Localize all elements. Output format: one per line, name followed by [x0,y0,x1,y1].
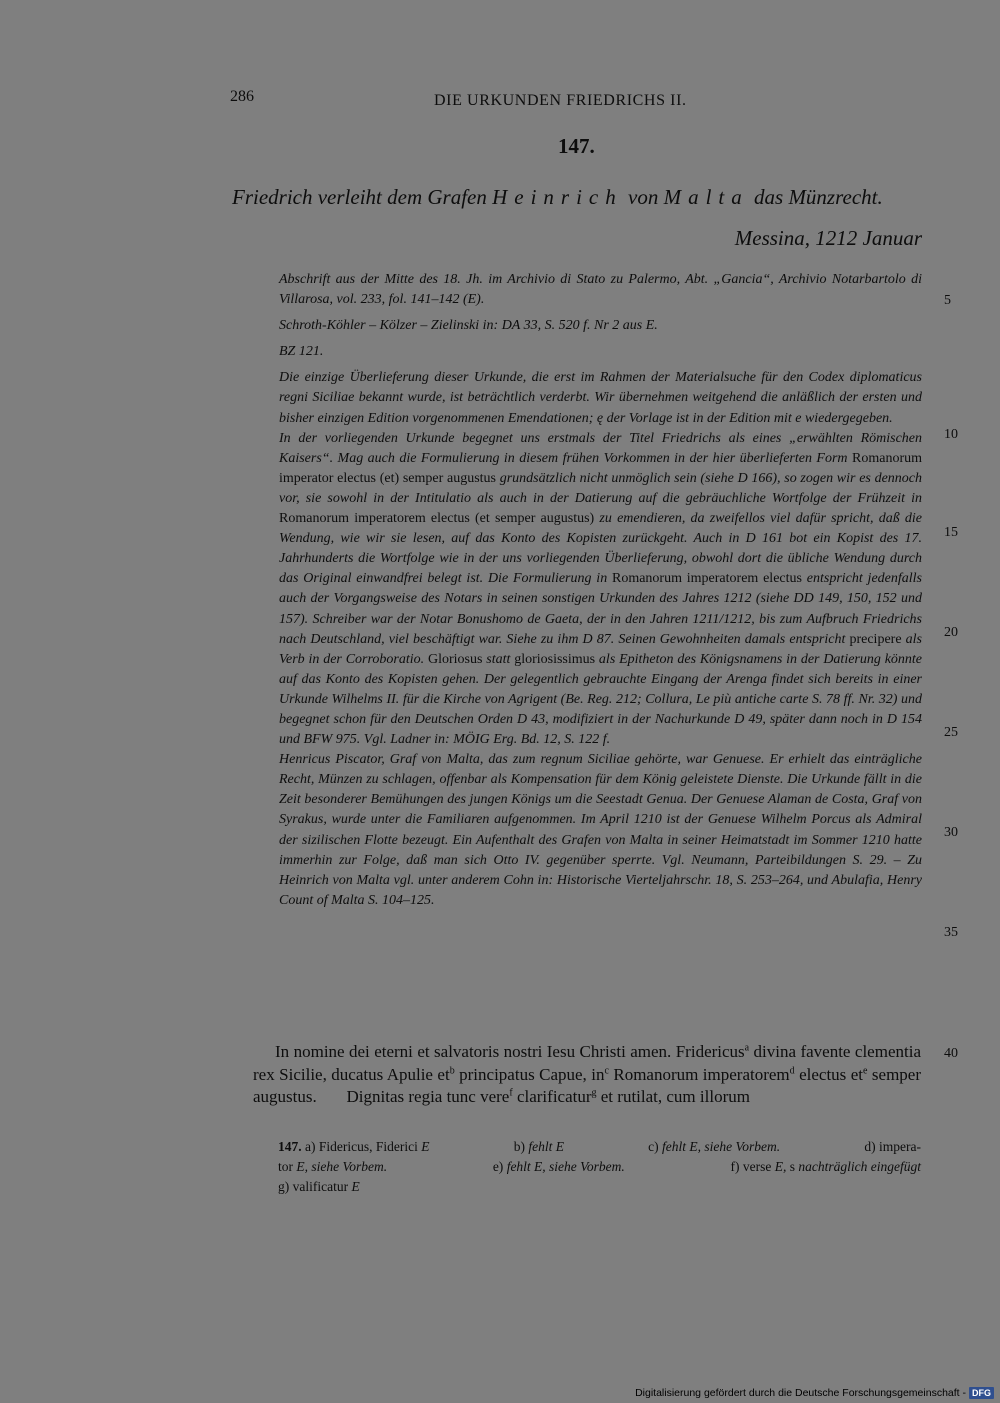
footnote-marker: e [863,1064,868,1076]
edition-note: Schroth-Köhler – Kölzer – Zielinski in: DA 33, S. 520 f. Nr 2 aus E. [279,318,658,334]
reference-note: BZ 121. [279,344,324,360]
title-name-heinrich: Heinrich [492,185,623,209]
apparatus-siglum: E, siehe Vorbem. [296,1159,388,1174]
commentary-text: als Verb in der Corroboratio. [279,631,922,667]
commentary-text: In der vorliegenden Urkunde begegnet uns erstmals der Titel Friedrichs als eines „erwählten Römischen Kaisers“. Mag auch die Formulierung in diesem frühen Vorkommen in der hier überlieferten Form [279,430,922,466]
latin-quote: Romanorum imperator electus (et) semper augustus [279,450,922,486]
apparatus-row [278,1157,921,1177]
footnote-marker: c [604,1064,609,1076]
funding-footer [635,1387,994,1399]
footnote-marker: b [449,1064,455,1076]
footnote-marker: g [591,1087,597,1099]
footnote-marker: d [789,1064,795,1076]
footnote-marker: a [744,1042,750,1054]
latin-quote: gloriosissimus [514,651,596,667]
commentary-text: zu emendieren, da zweifellos viel dafür spricht, daß die Wendung, wie wir sie lesen, auf das Konto des Kopisten zurückgeht. Auch in D 161 bot ein Kopist des 17. Jahrhunderts die Wortfolge wie in der uns vorliegenden Überlieferung, obwohl dort die übliche Wendung durch das Original einwandfrei belegt ist. Die Formulierung in [279,511,922,587]
line-number: 25 [944,725,958,740]
text-run: semper augustus. Dignitas regia tunc vere [253,1064,926,1106]
text-run: clarificatur [512,1087,592,1106]
commentary [279,270,922,911]
latin-quote: precipere [849,631,902,647]
latin-quote: Romanorum imperatorem electus (et semper augustus) [279,511,595,527]
dfg-logo[interactable]: DFG [969,1387,994,1399]
text-run: et rutilat, cum illorum [596,1087,750,1106]
apparatus-entry-d: d) impera- [864,1139,921,1154]
commentary-paragraph [279,429,922,751]
charter-text [253,1041,926,1109]
source-note: Abschrift aus der Mitte des 18. Jh. im Archivio di Stato zu Palermo, Abt. „Gancia“, Archivio Notarbartolo di Villarosa, vol. 233, fol. 141–142 (E). [279,272,922,308]
apparatus-siglum: E, [774,1159,787,1174]
line-number: 40 [944,1046,958,1061]
apparatus-entry-b [514,1137,564,1157]
document-title [232,185,883,210]
latin-quote: Gloriosus [427,651,483,667]
apparatus-entry-a [278,1137,429,1157]
line-number: 10 [944,427,958,442]
apparatus-siglum: nachträglich eingefügt [798,1159,921,1174]
apparatus-siglum: E [351,1179,360,1194]
apparatus-text: e) [492,1159,504,1174]
commentary-text: als Epitheton des Königsnamens in der Datierung könnte auf das Konto des Kopisten gehen. Der gelegentlich gebrauchte Eingang der Arenga findet sich bereits in einer Urkunde Wilhelms II. für die Kirche von Agrigent (Be. Reg. 212; Collura, Le più antiche carte S. 78 ff. Nr. 32) und begegnet schon für den Deutschen Orden D 43, modifiziert in der Nachurkunde D 49, später dann noch in D 154 und BFW 975. Vgl. Ladner in: MÖIG Erg. Bd. 12, S. 122 f. [279,651,923,748]
commentary-paragraph: Die einzige Überlieferung dieser Urkunde, die erst im Rahmen der Materialsuche für den Codex diplomaticus regni Siciliae bekannt wurde, ist beträchtlich verderbt. Wir übernehmen weitgehend die anläßlich der ersten und bisher einzigen Edition vorgenommenen Emendationen; ę der Vorlage ist in der Edition mit e wiedergegeben. [279,370,922,426]
title-text: Friedrich verleiht dem Grafen [232,185,493,209]
apparatus-text: s [789,1159,795,1174]
text-run: In nomine dei eterni et salvatoris nostri Iesu Christi amen. Fridericus [275,1042,745,1061]
apparatus-row [278,1177,921,1197]
commentary-text: entspricht jedenfalls auch der Vorgangsweise des Notars in seinen sonstigen Urkunden des Jahres 1212 (siehe DD 149, 150, 152 und 157). Schreiber war der Notar Bonushomo de Gaeta, der in den Jahren 1211/1212, bis zum Aufbruch Friedrichs nach Deutschland, viel beschäftigt war. Siehe zu ihm D 87. Seinen Gewohnheiten damals entspricht [279,571,922,647]
apparatus-text: b) [513,1139,525,1154]
line-number: 30 [944,825,958,840]
title-text: von [622,185,664,209]
text-run: electus et [794,1064,864,1084]
apparatus-text: a) Fidericus, Fiderici [305,1139,418,1154]
commentary-paragraph: Henricus Piscator, Graf von Malta, das zum regnum Siciliae gehörte, war Genuese. Er erhielt das einträgliche Recht, Münzen zu schlagen, offenbar als Kompensation für dem König geleistete Dienste. Die Urkunde fällt in die Zeit besonderer Bemühungen des jungen Königs um die Seestadt Genua. Der Genuese Alaman de Costa, Graf von Syrakus, wurde unter die Familiaren aufgenommen. Im April 1210 ist der Genuese Wilhelm Porcus als Admiral der sizilischen Flotte bezeugt. Ein Aufenthalt des Grafen von Malta in seiner Heimatstadt im Sommer 1210 hatte immerhin zur Folge, daß man sich Otto IV. gegenüber sperrte. Vgl. Neumann, Parteibildungen S. 29. – Zu Heinrich von Malta vgl. unter anderem Cohn in: Historische Vierteljahrschr. 18, S. 253–264, und Abulafia, Henry Count of Malta S. 104–125. [279,752,922,908]
charter-paragraph [253,1041,926,1109]
text-run: principatus Capue, in [454,1064,605,1084]
apparatus-siglum: fehlt E [528,1139,564,1154]
apparatus-text: tor [278,1159,293,1174]
apparatus-text: f) verse [730,1159,772,1174]
line-number: 15 [944,525,958,540]
running-head: DIE URKUNDEN FRIEDRICHS II. [434,92,687,109]
title-name-malta: Malta [663,185,749,209]
apparatus-number: 147. [278,1139,302,1154]
footnote-marker: f [509,1087,513,1099]
text-run: divina favente clementia rex Sicilie, ducatus Apulie et [253,1042,921,1084]
line-number: 5 [944,293,951,308]
apparatus-text: g) valificatur [278,1179,349,1194]
apparatus-row [278,1137,921,1157]
text-run: Romanorum imperatorem [608,1064,790,1084]
page-number: 286 [230,88,254,105]
apparatus-text: c) [648,1139,659,1154]
apparatus-entry-f [731,1157,921,1177]
apparatus-entry-c [648,1137,780,1157]
place-date: Messina, 1212 Januar [734,226,922,250]
funding-text: Digitalisierung gefördert durch die Deutsche Forschungsgemeinschaft - [635,1387,966,1399]
apparatus-entry-e [493,1157,625,1177]
apparatus-siglum: E [421,1139,430,1154]
latin-quote: Romanorum imperatorem electus [611,571,802,587]
title-text: das Münzrecht. [748,185,883,209]
apparatus-entry-d-cont [278,1157,387,1177]
line-number: 35 [944,925,958,940]
apparatus-entry-g [278,1177,360,1197]
apparatus-siglum: fehlt E, siehe Vorbem. [662,1139,781,1154]
commentary-text: statt [482,651,515,667]
document-number: 147. [558,134,595,158]
line-number: 20 [944,625,958,640]
apparatus-siglum: fehlt E, siehe Vorbem. [506,1159,625,1174]
critical-apparatus [278,1137,921,1197]
commentary-text: grundsätzlich nicht unmöglich sein (siehe D 166), so zogen wir es dennoch vor, sie sowohl in der Intitulatio als auch in der Datierung auf die gebräuchliche Wortfolge der Frühzeit in [279,470,922,506]
